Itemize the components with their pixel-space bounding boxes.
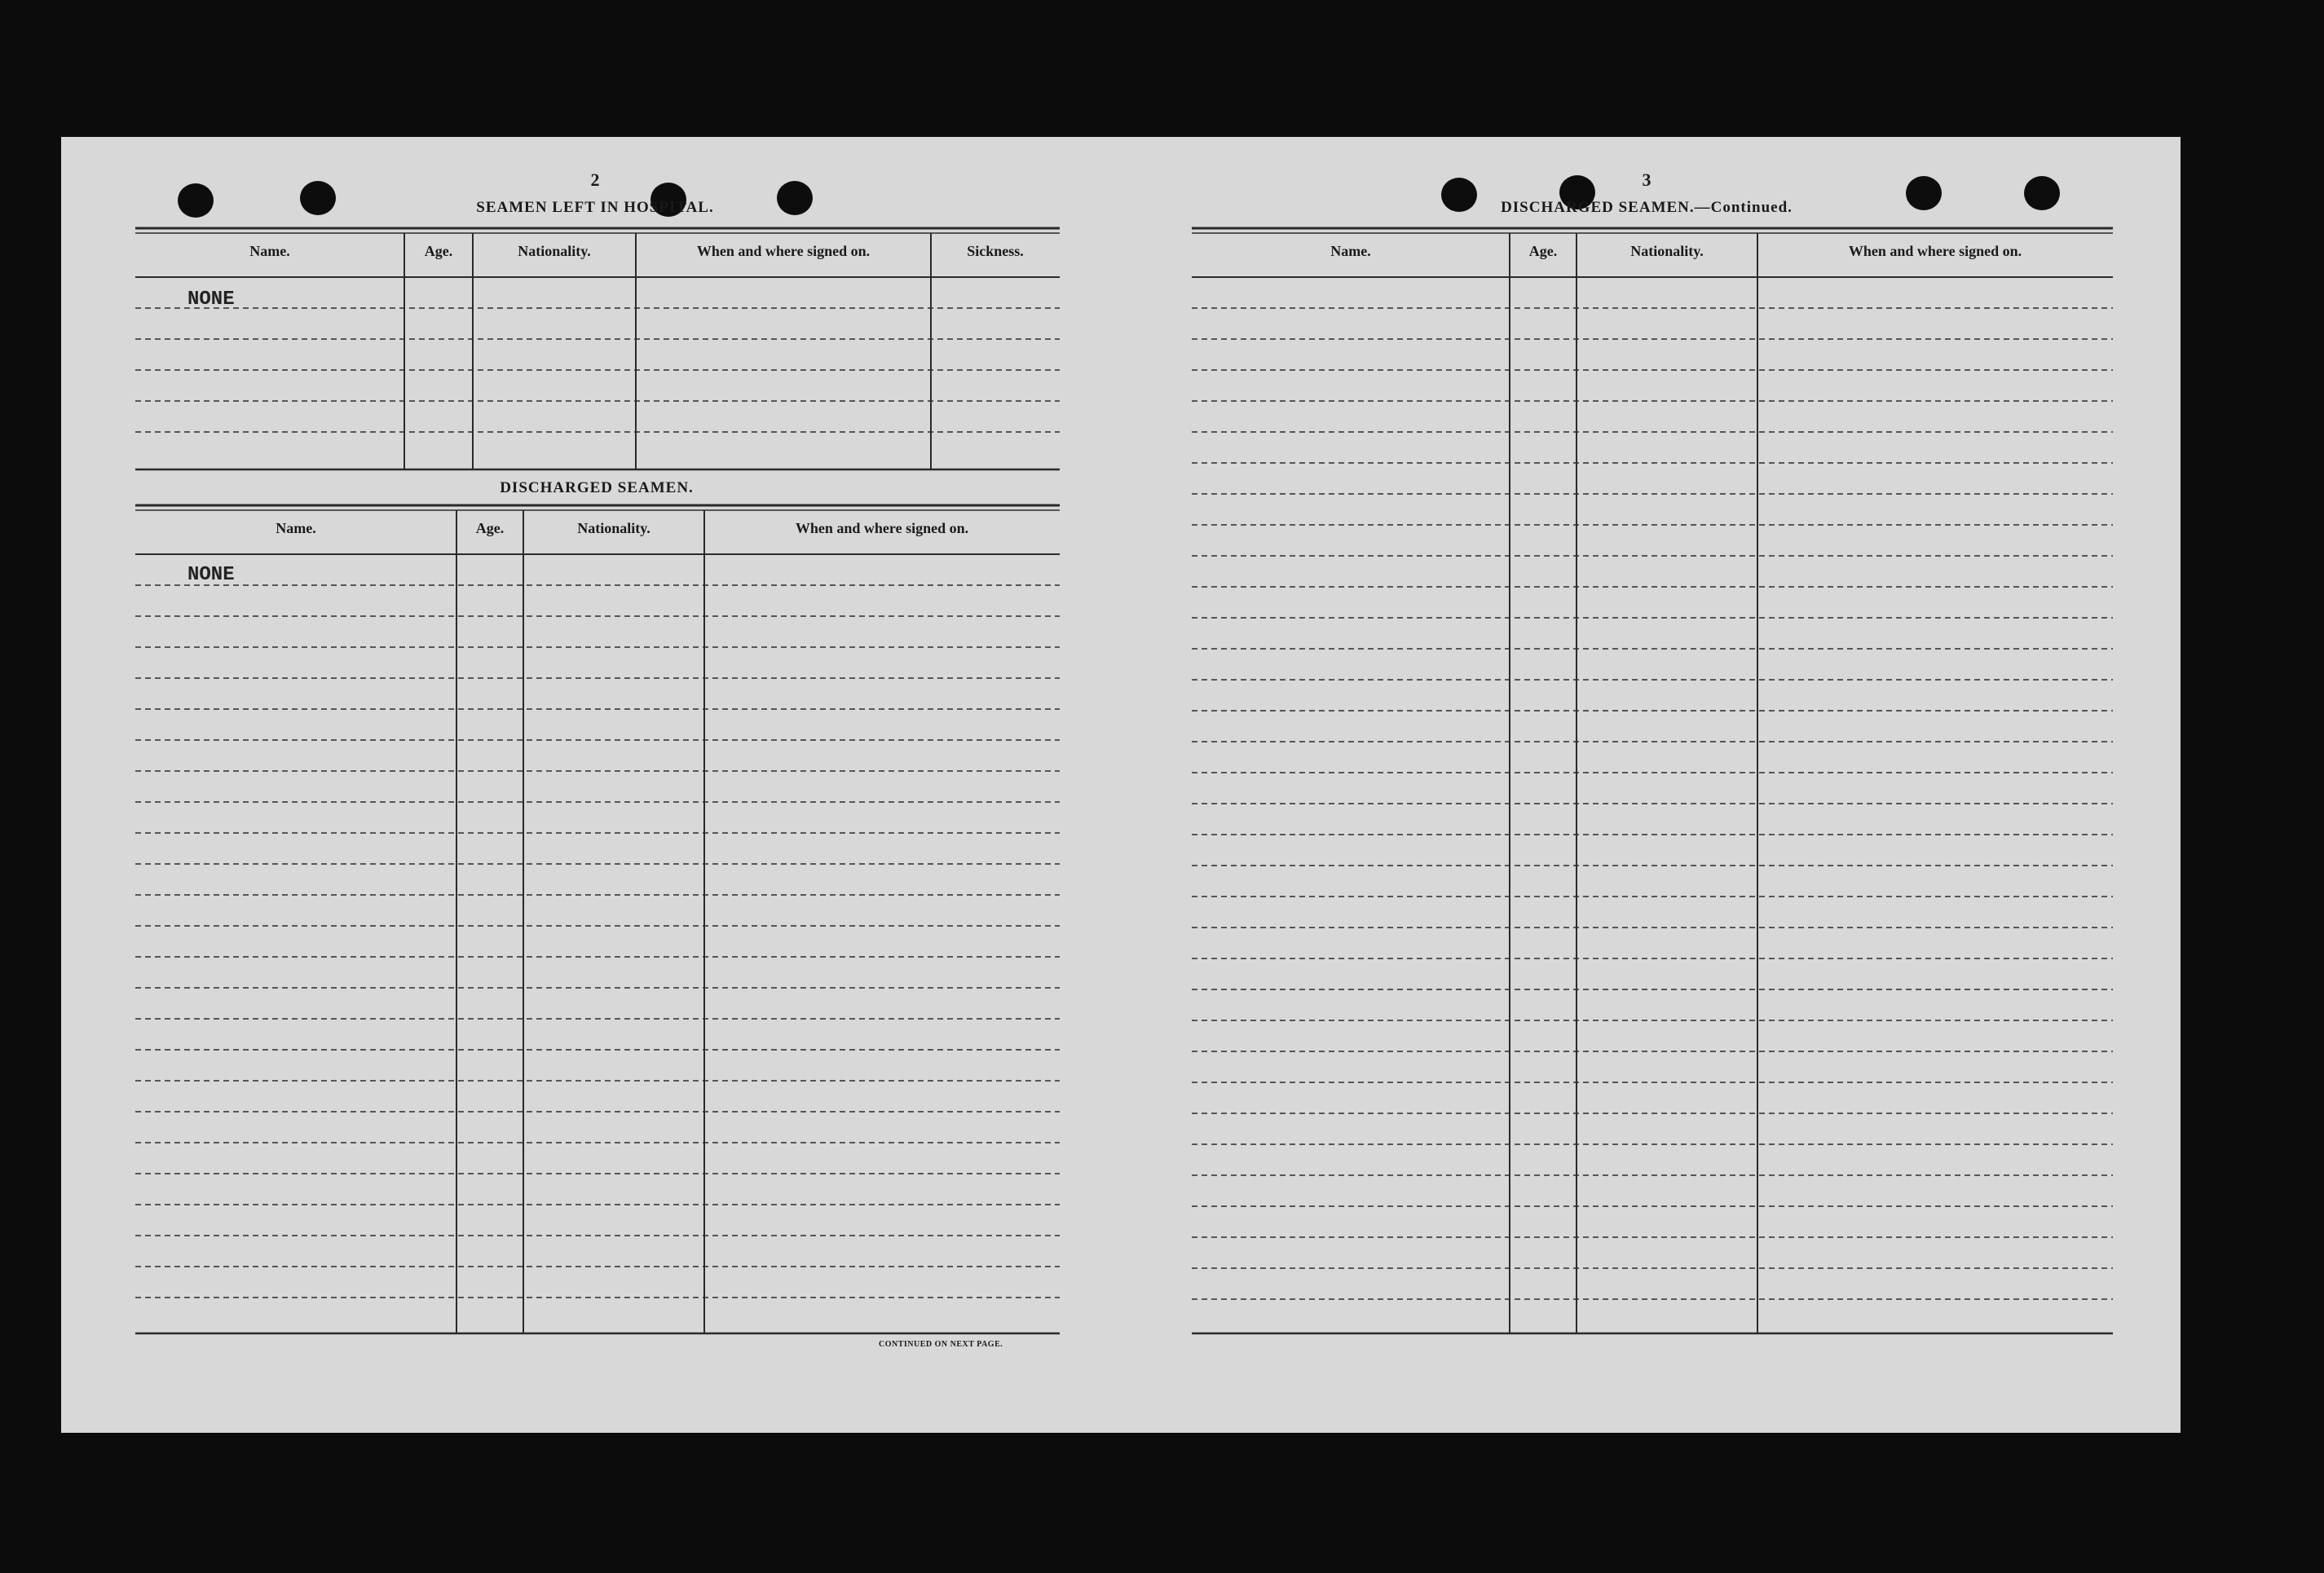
right-col-name: Name. [1330,243,1371,259]
discharged-col-age: Age. [475,520,505,536]
page-number-left: 2 [590,170,600,190]
right-col-age: Age. [1528,243,1558,259]
hospital-entry-none: NONE [187,289,235,311]
discharged-col-nationality: Nationality. [577,520,650,536]
hospital-section-title: SEAMEN LEFT IN HOSPITAL. [476,199,714,216]
continued-footer: CONTINUED ON NEXT PAGE. [879,1340,1003,1349]
page-number-right: 3 [1642,170,1651,190]
discharged-entry-none: NONE [187,564,235,586]
hospital-col-signed-on: When and where signed on. [696,243,871,259]
hospital-col-sickness: Sickness. [967,243,1024,259]
discharged-col-signed-on: When and where signed on. [795,520,969,536]
right-col-signed-on: When and where signed on. [1848,243,2022,259]
discharged-continued-title: DISCHARGED SEAMEN.—Continued. [1501,199,1793,216]
hospital-col-nationality: Nationality. [518,243,591,259]
discharged-col-name: Name. [276,520,316,536]
hospital-col-name: Name. [249,243,290,259]
discharged-section-title: DISCHARGED SEAMEN. [500,479,694,496]
hospital-col-age: Age. [424,243,453,259]
right-col-nationality: Nationality. [1630,243,1704,259]
